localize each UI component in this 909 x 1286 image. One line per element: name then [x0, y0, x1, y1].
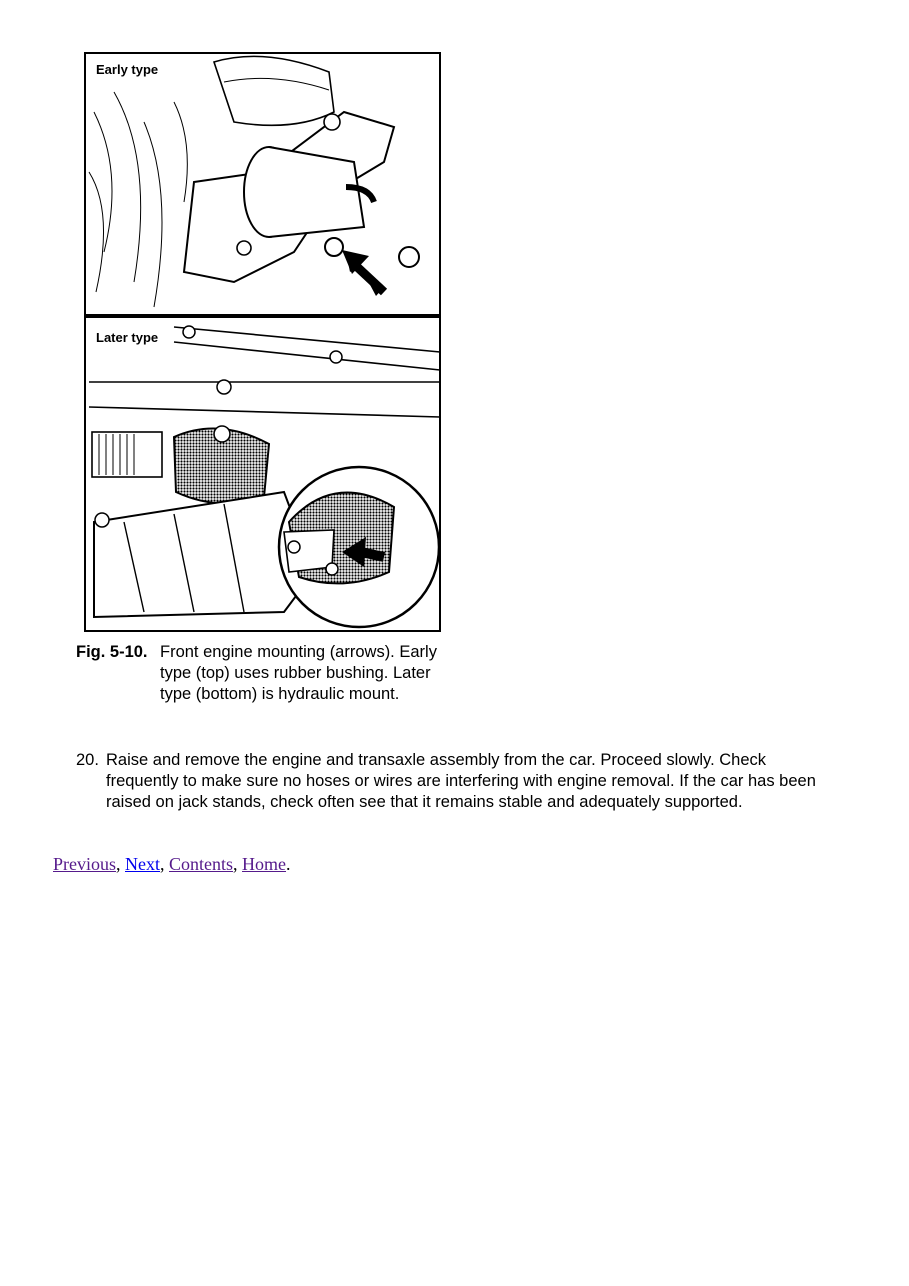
home-link[interactable]: Home — [242, 854, 287, 874]
early-type-label: Early type — [96, 62, 159, 77]
contents-link[interactable]: Contents — [169, 854, 234, 874]
next-link[interactable]: Next — [125, 854, 160, 874]
later-type-panel — [85, 317, 440, 631]
page-navigation: Previous, Next, Contents, Home. — [53, 854, 291, 874]
caption-text: Front engine mounting (arrows). Early type (top) uses rubber bushing. Later type (bottom) is hydraulic mount. — [160, 643, 437, 703]
procedure-step — [76, 750, 836, 813]
step-text: Raise and remove the engine and transaxle assembly from the car. Proceed slowly. Check frequently to make sure no hoses or wires are interfering with engine removal. If the car has been raised on jack stands, check often see that it remains stable and adequately supported. — [106, 751, 816, 811]
engine-mount-figure — [84, 52, 441, 632]
step-number: 20. — [76, 751, 99, 769]
later-type-label: Later type — [96, 330, 159, 345]
caption-number: Fig. 5-10. — [76, 643, 148, 661]
figure-caption — [76, 642, 456, 705]
early-type-panel — [85, 53, 440, 315]
previous-link[interactable]: Previous — [53, 854, 116, 874]
